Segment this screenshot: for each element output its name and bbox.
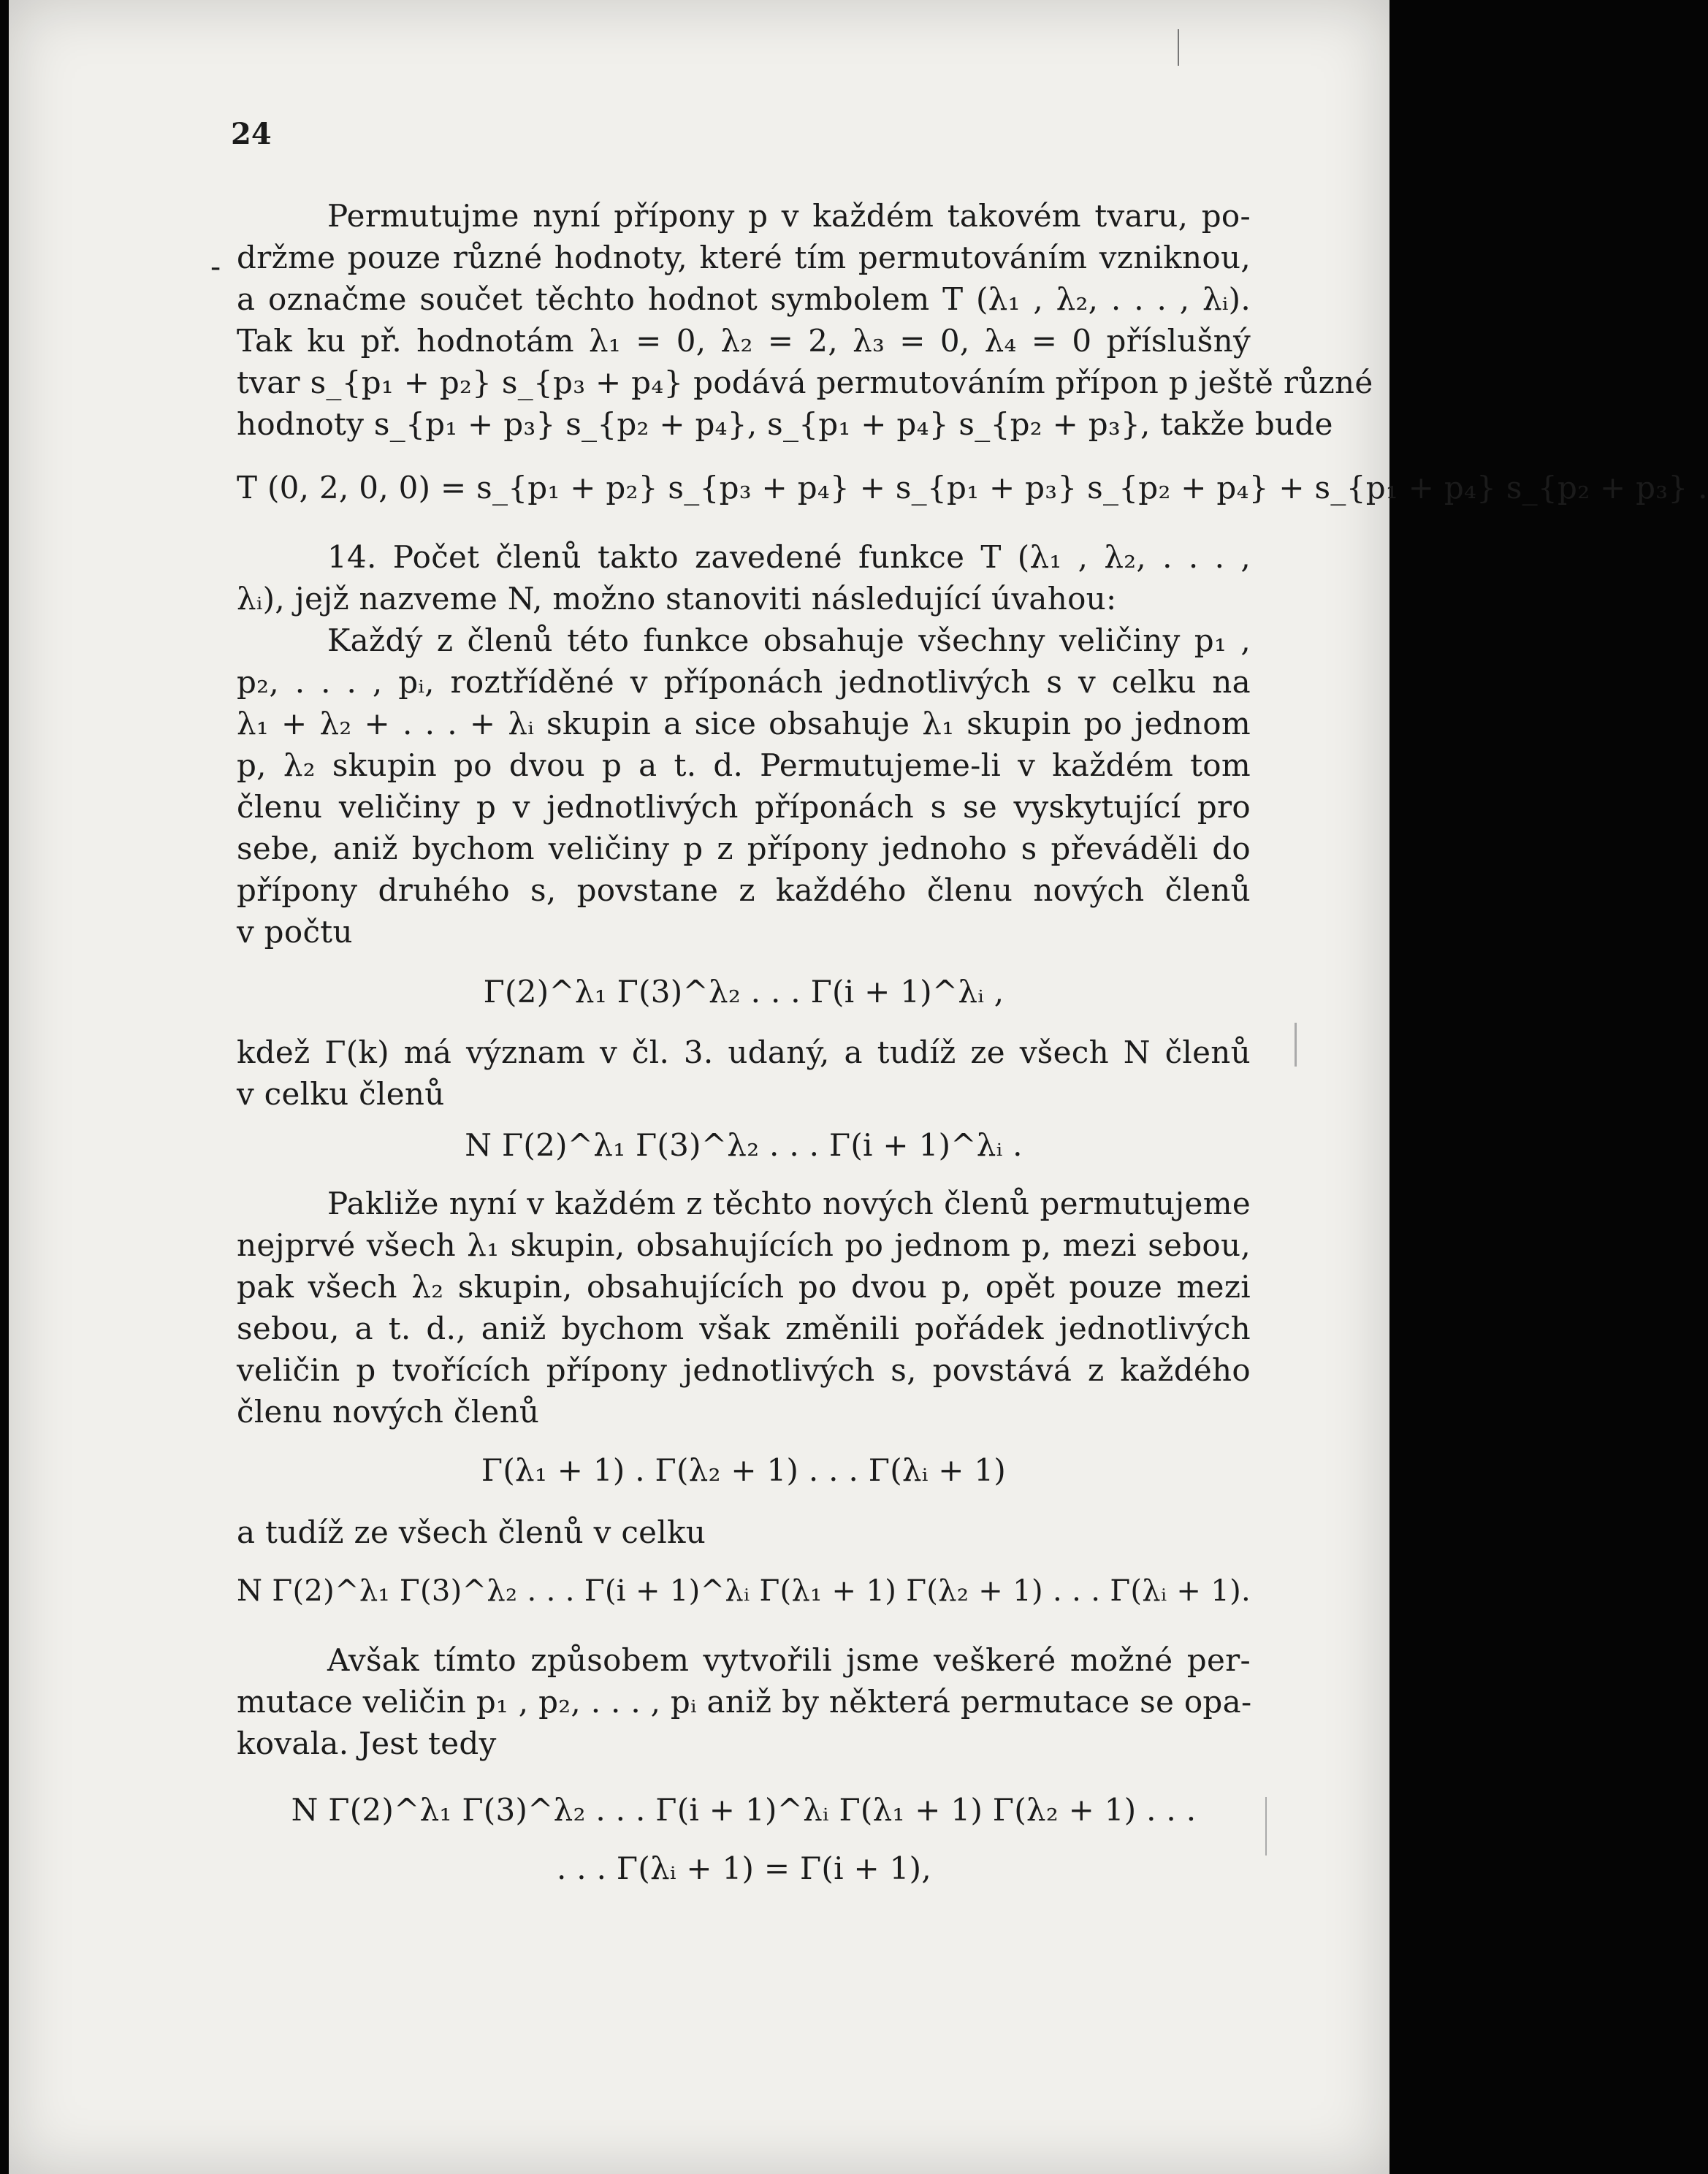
equation-gamma-lambda: Γ(λ₁ + 1) . Γ(λ₂ + 1) . . . Γ(λᵢ + 1) xyxy=(481,1452,1007,1488)
page-number: 24 xyxy=(231,117,272,151)
text-line-9: λᵢ), jejž nazveme N, možno stanoviti následující úvahou: xyxy=(237,581,1117,617)
equation-T: T (0, 2, 0, 0) = s_{p₁ + p₂} s_{p₃ + p₄} + s_{p₁ + p₃} s_{p₂ + p₄} + s_{p₁ + p₄} s_{p₂ + p₃} . xyxy=(237,470,1708,506)
text-line-1: Permutujme nyní přípony p v každém takovém tvaru, po- xyxy=(327,198,1251,234)
text-line-31: Avšak tímto způsobem vytvořili jsme veškeré možné per- xyxy=(327,1642,1251,1678)
text-line-2: držme pouze různé hodnoty, které tím permutováním vzniknou, xyxy=(237,240,1251,275)
text-line-24: pak všech λ₂ skupin, obsahujících po dvou p, opět pouze mezi xyxy=(237,1269,1251,1305)
text-line-16: přípony druhého s, povstane z každého členu nových členů xyxy=(237,872,1251,908)
text-line-13: p, λ₂ skupin po dvou p a t. d. Permutujeme-li v každém tom xyxy=(237,747,1251,783)
text-line-15: sebe, aniž bychom veličiny p z přípony jednoho s převáděli do xyxy=(237,831,1251,866)
text-line-14: členu veličiny p v jednotlivých příponách s se vyskytující pro xyxy=(237,789,1251,825)
text-line-20: v celku členů xyxy=(237,1076,445,1112)
text-line-29: a tudíž ze všech členů v celku xyxy=(237,1514,706,1550)
text-line-6: hodnoty s_{p₁ + p₃} s_{p₂ + p₄}, s_{p₁ + p₄} s_{p₂ + p₃}, takže bude xyxy=(237,406,1333,442)
text-line-11: p₂, . . . , pᵢ, roztříděné v příponách jednotlivých s v celku na xyxy=(237,664,1251,700)
text-line-22: Pakliže nyní v každém z těchto nových členů permutujeme xyxy=(327,1186,1251,1221)
equation-N-gamma: N Γ(2)^λ₁ Γ(3)^λ₂ . . . Γ(i + 1)^λᵢ . xyxy=(465,1127,1023,1163)
text-line-23: nejprvé všech λ₁ skupin, obsahujících po jednom p, mezi sebou, xyxy=(237,1227,1251,1263)
text-line-12: λ₁ + λ₂ + . . . + λᵢ skupin a sice obsahuje λ₁ skupin po jednom xyxy=(237,706,1251,741)
margin-mark: - xyxy=(210,248,221,284)
equation-gamma-product: Γ(2)^λ₁ Γ(3)^λ₂ . . . Γ(i + 1)^λᵢ , xyxy=(483,974,1004,1010)
text-line-10: Každý z členů této funkce obsahuje všechny veličiny p₁ , xyxy=(327,622,1251,658)
text-line-26: veličin p tvořících přípony jednotlivých s, povstává z každého xyxy=(237,1352,1251,1388)
scan-speck xyxy=(1295,1023,1297,1067)
equation-full-product: N Γ(2)^λ₁ Γ(3)^λ₂ . . . Γ(i + 1)^λᵢ Γ(λ₁ + 1) Γ(λ₂ + 1) . . . Γ(λᵢ + 1). xyxy=(237,1574,1251,1608)
scan-speck xyxy=(1178,29,1179,66)
scan-speck xyxy=(1265,1797,1267,1855)
text-line-33: kovala. Jest tedy xyxy=(237,1725,497,1761)
text-line-5: tvar s_{p₁ + p₂} s_{p₃ + p₄} podává permutováním přípon p ještě různé xyxy=(237,365,1373,400)
section-14-line: 14. Počet členů takto zavedené funkce T (λ₁ , λ₂, . . . , xyxy=(327,539,1251,575)
text-line-27: členu nových členů xyxy=(237,1394,540,1430)
text-line-25: sebou, a t. d., aniž bychom však změnili pořádek jednotlivých xyxy=(237,1311,1251,1346)
text-line-17: v počtu xyxy=(237,914,353,950)
text-line-4: Tak ku př. hodnotám λ₁ = 0, λ₂ = 2, λ₃ = 0, λ₄ = 0 příslušný xyxy=(237,323,1251,359)
equation-final-2: . . . Γ(λᵢ + 1) = Γ(i + 1), xyxy=(557,1850,932,1886)
text-line-32: mutace veličin p₁ , p₂, . . . , pᵢ aniž by některá permutace se opa- xyxy=(237,1684,1252,1720)
scanned-page xyxy=(9,0,1708,2174)
text-line-19: kdež Γ(k) má význam v čl. 3. udaný, a tudíž ze všech N členů xyxy=(237,1034,1251,1070)
text-line-3: a označme součet těchto hodnot symbolem T (λ₁ , λ₂, . . . , λᵢ). xyxy=(237,281,1251,317)
equation-final-1: N Γ(2)^λ₁ Γ(3)^λ₂ . . . Γ(i + 1)^λᵢ Γ(λ₁ + 1) Γ(λ₂ + 1) . . . xyxy=(291,1792,1197,1828)
